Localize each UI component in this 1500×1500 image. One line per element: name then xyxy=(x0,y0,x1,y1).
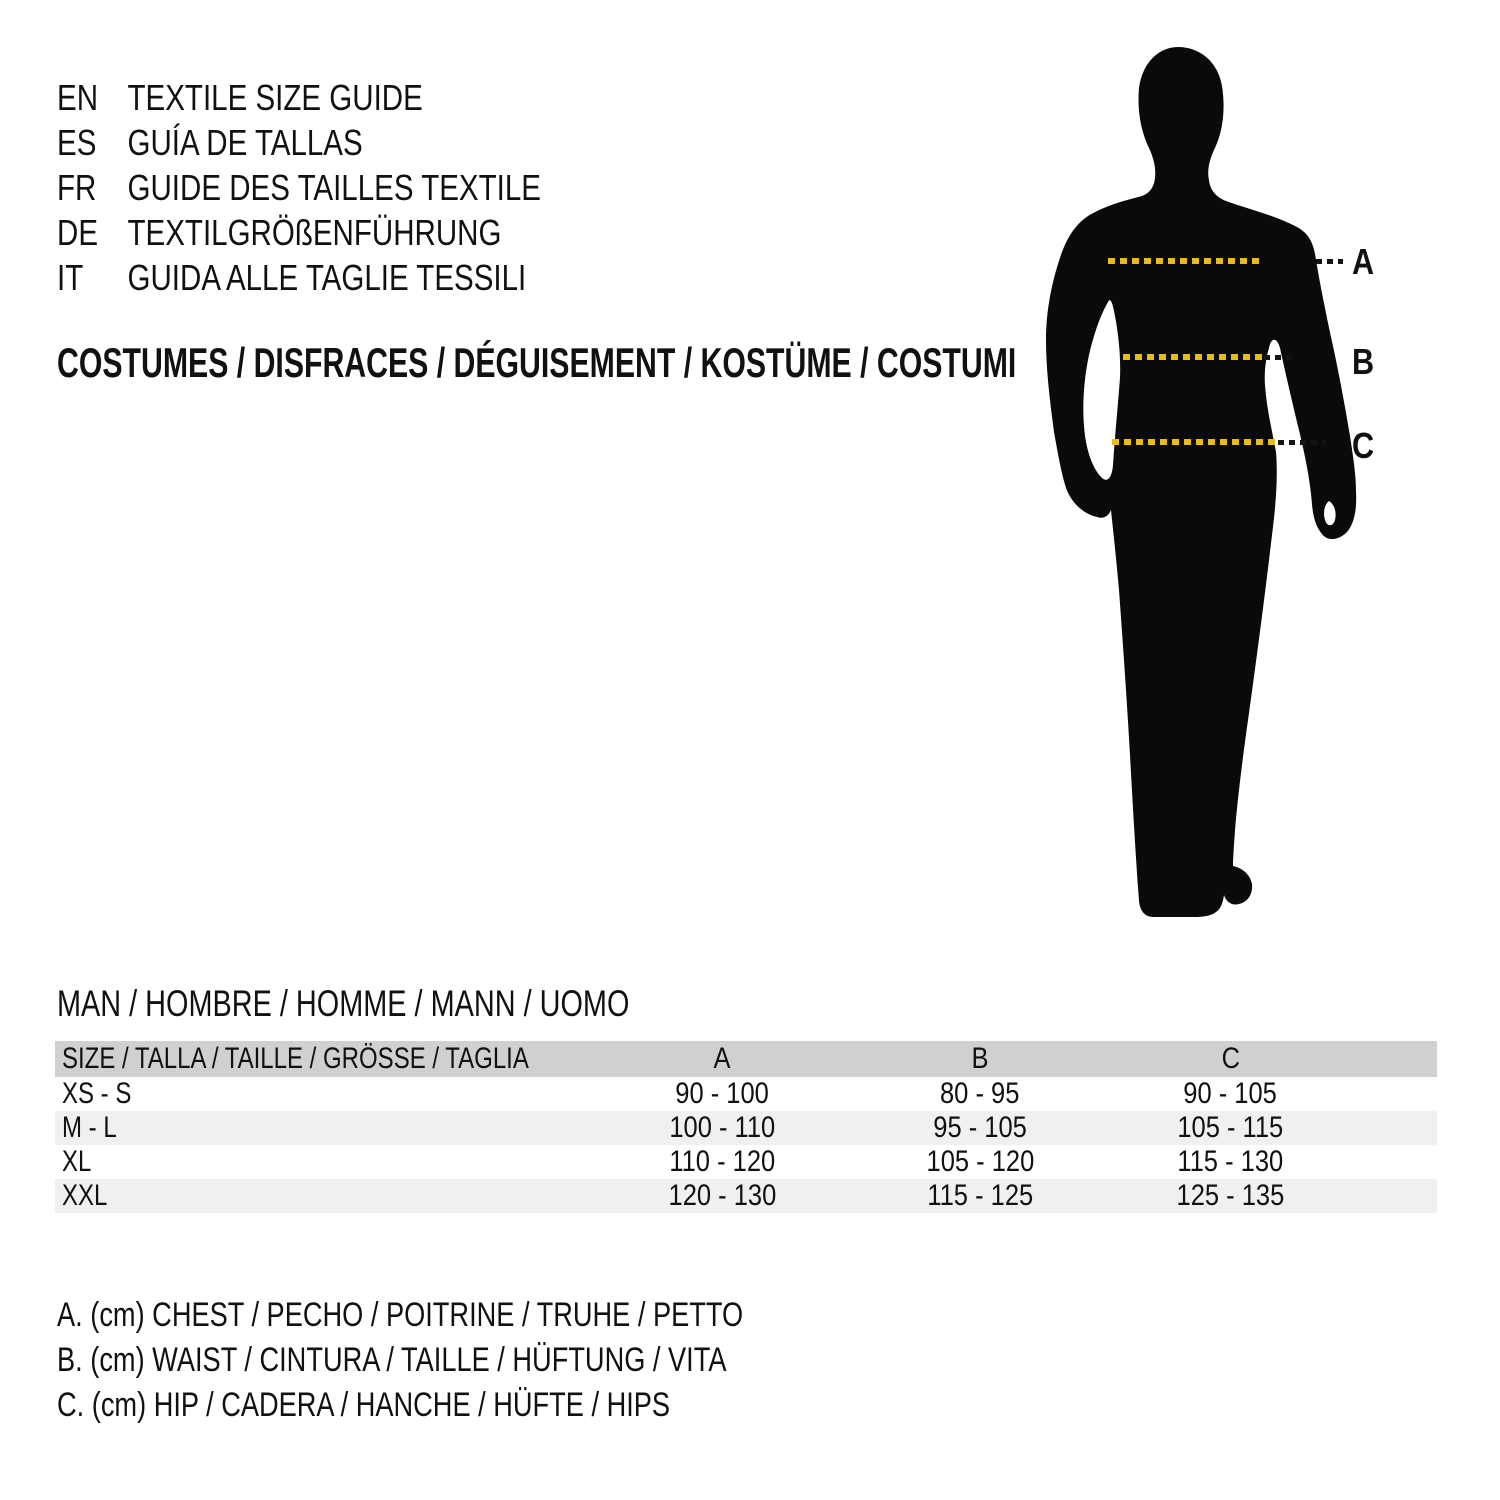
language-code: ES xyxy=(57,121,97,163)
language-row-es xyxy=(57,120,430,165)
chest-value-cell: 120 - 130 xyxy=(668,1179,776,1212)
language-title: TEXTILE SIZE GUIDE xyxy=(127,76,423,118)
hip-tape-line xyxy=(1112,439,1276,445)
table-row xyxy=(55,1111,1437,1145)
header-size-cell: SIZE / TALLA / TAILLE / GRÖSSE / TAGLIA xyxy=(62,1042,529,1075)
language-row-fr xyxy=(57,165,647,210)
language-row-de xyxy=(57,210,599,255)
language-code: DE xyxy=(57,211,99,253)
waist-value-cell: 95 - 105 xyxy=(933,1111,1027,1144)
header-col-c: C xyxy=(1221,1042,1240,1075)
chest-value-cell: 90 - 100 xyxy=(675,1077,769,1110)
language-code: EN xyxy=(57,76,99,118)
section-heading-man: MAN / HOMBRE / HOMME / MANN / UOMO xyxy=(57,983,630,1024)
waist-guide-line xyxy=(1264,355,1297,360)
category-line: COSTUMES / DISFRACES / DÉGUISEMENT / KOSTÜME / COSTUMI xyxy=(57,338,1017,386)
table-row xyxy=(55,1077,1437,1111)
table-row xyxy=(55,1179,1437,1213)
waist-tape-line xyxy=(1123,354,1264,360)
table-row xyxy=(55,1145,1437,1179)
language-code: FR xyxy=(57,166,97,208)
chest-guide-line xyxy=(1316,259,1343,264)
size-cell: XS - S xyxy=(62,1077,132,1110)
waist-value-cell: 115 - 125 xyxy=(927,1179,1033,1212)
legend-row-chest: A. (cm) CHEST / PECHO / POITRINE / TRUHE / PETTO xyxy=(57,1296,744,1334)
legend-row-hip: C. (cm) HIP / CADERA / HANCHE / HÜFTE / HIPS xyxy=(57,1386,671,1424)
man-silhouette xyxy=(1020,40,1370,930)
measure-label-b: B xyxy=(1352,341,1375,382)
measure-label-c: C xyxy=(1352,425,1375,466)
waist-value-cell: 80 - 95 xyxy=(940,1077,1020,1110)
chest-value-cell: 110 - 120 xyxy=(669,1145,775,1178)
header-col-b: B xyxy=(971,1042,989,1075)
hip-value-cell: 105 - 115 xyxy=(1177,1111,1284,1144)
hip-value-cell: 90 - 105 xyxy=(1183,1077,1278,1110)
man-figure xyxy=(1020,40,1370,930)
chest-tape-line xyxy=(1108,258,1264,264)
hip-guide-line xyxy=(1278,440,1326,445)
header-col-a: A xyxy=(713,1042,731,1075)
language-row-en xyxy=(57,75,503,120)
size-table xyxy=(55,1041,1437,1213)
language-title: GUIDE DES TAILLES TEXTILE xyxy=(127,166,541,208)
measure-label-a: A xyxy=(1352,241,1375,282)
waist-value-cell: 105 - 120 xyxy=(926,1145,1034,1178)
size-cell: XL xyxy=(62,1145,92,1178)
size-cell: XXL xyxy=(62,1179,108,1212)
hip-value-cell: 125 - 135 xyxy=(1176,1179,1285,1212)
language-title: GUIDA ALLE TAGLIE TESSILI xyxy=(127,256,527,298)
legend-row-waist: B. (cm) WAIST / CINTURA / TAILLE / HÜFTUNG / VITA xyxy=(57,1341,727,1379)
language-title: TEXTILGRÖßENFÜHRUNG xyxy=(127,211,502,253)
hip-value-cell: 115 - 130 xyxy=(1177,1145,1284,1178)
language-row-it xyxy=(57,255,629,300)
size-cell: M - L xyxy=(62,1111,117,1144)
chest-value-cell: 100 - 110 xyxy=(669,1111,775,1144)
language-code: IT xyxy=(57,256,84,298)
size-table-header-row xyxy=(55,1041,1437,1077)
language-title: GUÍA DE TALLAS xyxy=(127,121,363,163)
